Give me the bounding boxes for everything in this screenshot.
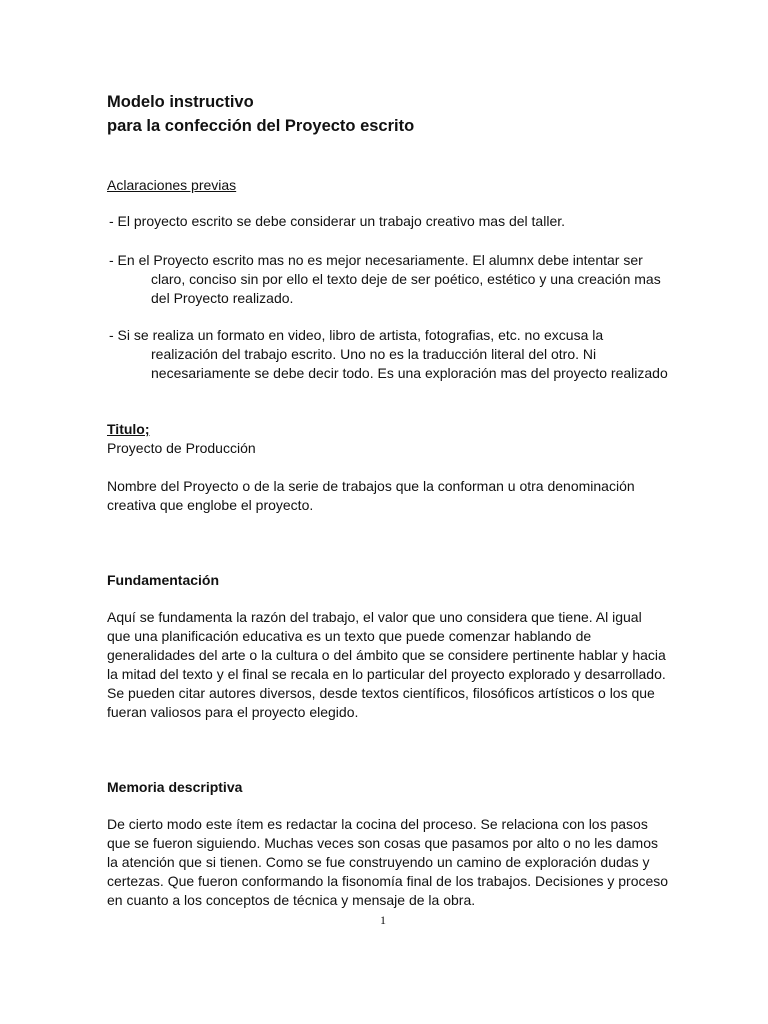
fundamentacion-line-1: Aquí se fundamenta la razón del trabajo, el valor que uno considera que tiene. Al igual bbox=[107, 609, 642, 625]
aclaraciones-item-2-line-2: claro, conciso sin por ello el texto deje de ser poético, estético y una creación mas bbox=[151, 271, 661, 287]
aclaraciones-item-3-line-3: necesariamente se debe decir todo. Es una exploración mas del proyecto realizado bbox=[151, 365, 668, 381]
memoria-line-3: la atención que si tienen. Como se fue construyendo un camino de exploración dudas y bbox=[107, 854, 650, 870]
titulo-paragraph-line-2: creativa que englobe el proyecto. bbox=[107, 497, 314, 513]
aclaraciones-item-3-line-2: realización del trabajo escrito. Uno no es la traducción literal del otro. Ni bbox=[151, 346, 597, 362]
aclaraciones-item-1: - El proyecto escrito se debe considerar un trabajo creativo mas del taller. bbox=[109, 213, 566, 229]
titulo-heading: Titulo; bbox=[107, 421, 150, 437]
memoria-line-1: De cierto modo este ítem es redactar la cocina del proceso. Se relaciona con los pasos bbox=[107, 816, 648, 832]
fundamentacion-line-5: Se pueden citar autores diversos, desde textos científicos, filosóficos artísticos o los que bbox=[107, 685, 655, 701]
aclaraciones-item-2-line-1: - En el Proyecto escrito mas no es mejor necesariamente. El alumnx debe intentar ser bbox=[109, 252, 643, 268]
memoria-line-2: que se fueron siguiendo. Muchas veces son cosas que pasamos por alto o no les damos bbox=[107, 835, 658, 851]
page-number: 1 bbox=[380, 913, 386, 927]
memoria-heading: Memoria descriptiva bbox=[107, 779, 243, 795]
aclaraciones-item-2-line-3: del Proyecto realizado. bbox=[151, 290, 294, 306]
aclaraciones-item-3-line-1: - Si se realiza un formato en video, libro de artista, fotografias, etc. no excusa la bbox=[109, 327, 604, 343]
aclaraciones-heading: Aclaraciones previas bbox=[107, 177, 237, 193]
memoria-line-4: certezas. Que fueron conformando la fisonomía final de los trabajos. Decisiones y proceso bbox=[107, 873, 669, 889]
titulo-subheading: Proyecto de Producción bbox=[107, 440, 256, 456]
fundamentacion-line-2: que una planificación educativa es un texto que puede comenzar hablando de bbox=[107, 628, 592, 644]
fundamentacion-heading: Fundamentación bbox=[107, 572, 220, 588]
document-title-line-1: Modelo instructivo bbox=[107, 93, 254, 111]
fundamentacion-line-3: generalidades del arte o la cultura o del ámbito que se considere pertinente hablar y hacia bbox=[107, 647, 666, 663]
memoria-line-5: en cuanto a los conceptos de técnica y mensaje de la obra. bbox=[107, 892, 476, 908]
titulo-paragraph-line-1: Nombre del Proyecto o de la serie de trabajos que la conforman u otra denominación bbox=[107, 478, 635, 494]
fundamentacion-line-6: fueran valiosos para el proyecto elegido. bbox=[107, 704, 359, 720]
fundamentacion-line-4: la mitad del texto y el final se recala en lo particular del proyecto explorado y desarrollado. bbox=[107, 666, 666, 682]
document-title-line-2: para la confección del Proyecto escrito bbox=[107, 117, 415, 135]
